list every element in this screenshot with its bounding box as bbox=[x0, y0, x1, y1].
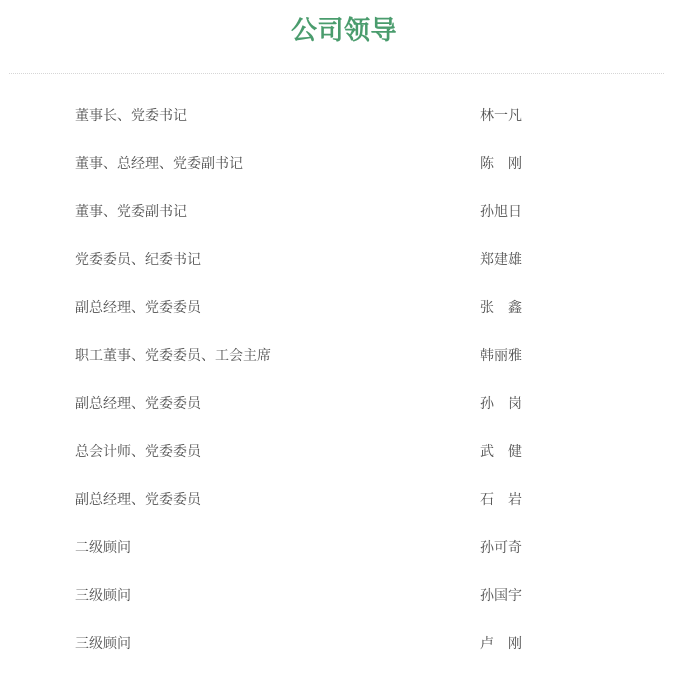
leader-list bbox=[0, 91, 688, 667]
leader-position: 职工董事、党委委员、工会主席 bbox=[75, 347, 271, 363]
leader-row bbox=[0, 139, 688, 187]
leader-position: 董事长、党委书记 bbox=[75, 107, 187, 123]
leader-row bbox=[0, 283, 688, 331]
leader-name: 张 鑫 bbox=[480, 299, 522, 315]
leader-name: 林一凡 bbox=[480, 107, 522, 123]
leader-position: 党委委员、纪委书记 bbox=[75, 251, 201, 267]
leader-name: 孙可奇 bbox=[480, 539, 522, 555]
leader-position: 二级顾问 bbox=[75, 539, 131, 555]
leader-position: 总会计师、党委委员 bbox=[75, 443, 201, 459]
leader-name: 武 健 bbox=[480, 443, 522, 459]
leader-position: 三级顾问 bbox=[75, 635, 131, 651]
leader-row bbox=[0, 523, 688, 571]
leader-name: 韩丽雅 bbox=[480, 347, 522, 363]
leader-position: 副总经理、党委委员 bbox=[75, 491, 201, 507]
leader-row bbox=[0, 571, 688, 619]
leader-position: 三级顾问 bbox=[75, 587, 131, 603]
leader-name: 陈 刚 bbox=[480, 155, 522, 171]
leader-row bbox=[0, 427, 688, 475]
leader-position: 副总经理、党委委员 bbox=[75, 395, 201, 411]
leader-row bbox=[0, 475, 688, 523]
page-title: 公司领导 bbox=[290, 15, 397, 45]
leader-name: 郑建雄 bbox=[480, 251, 522, 267]
leader-position: 副总经理、党委委员 bbox=[75, 299, 201, 315]
leader-name: 孙旭日 bbox=[480, 203, 522, 219]
leader-row bbox=[0, 331, 688, 379]
leader-row bbox=[0, 619, 688, 667]
leader-position: 董事、党委副书记 bbox=[75, 203, 187, 219]
leader-position: 董事、总经理、党委副书记 bbox=[75, 155, 243, 171]
leader-row bbox=[0, 91, 688, 139]
leader-name: 石 岩 bbox=[480, 491, 522, 507]
leader-name: 卢 刚 bbox=[480, 635, 522, 651]
leader-name: 孙 岗 bbox=[480, 395, 522, 411]
divider bbox=[9, 73, 664, 74]
leader-row bbox=[0, 379, 688, 427]
leader-row bbox=[0, 235, 688, 283]
leader-name: 孙国宇 bbox=[480, 587, 522, 603]
leader-row bbox=[0, 187, 688, 235]
